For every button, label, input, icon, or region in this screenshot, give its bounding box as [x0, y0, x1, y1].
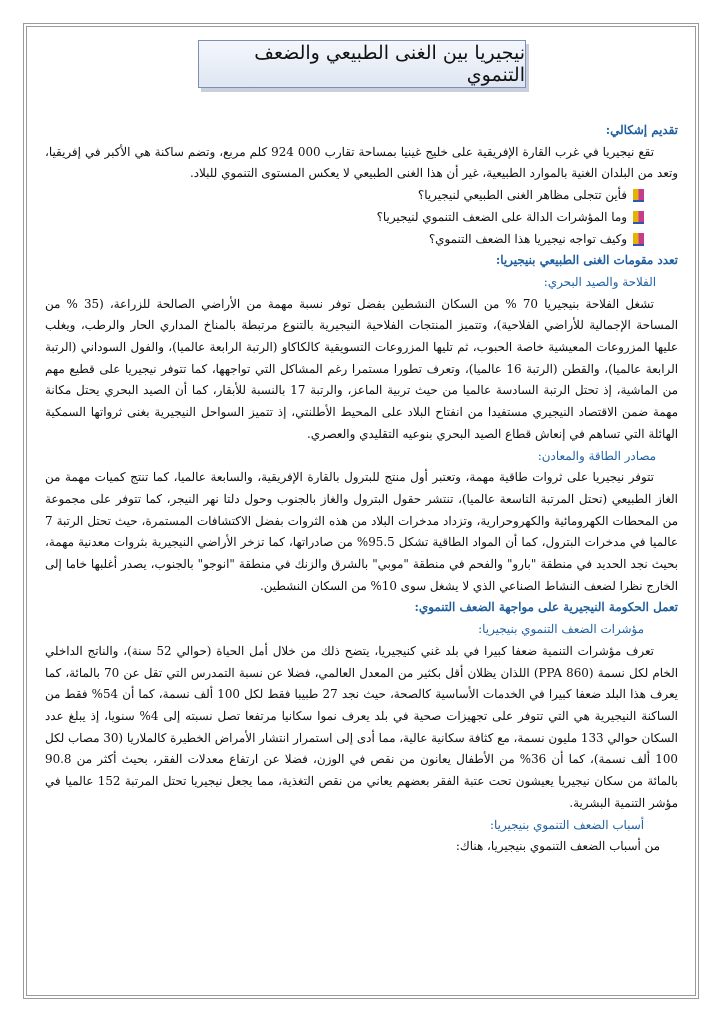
energy-heading: مصادر الطاقة والمعادن: — [537, 448, 656, 463]
causes-paragraph: من أسباب الضعف التنموي بنيجيريا، هناك: — [455, 839, 660, 854]
section1-heading: تعدد مقومات الغنى الطبيعي بنيجيريا: — [495, 253, 678, 268]
question-item — [45, 185, 644, 207]
question-text: وما المؤشرات الدالة على الضعف التنموي لنيجيريا؟ — [376, 209, 627, 224]
question-text: وكيف تواجه نيجيريا هذا الضعف التنموي؟ — [428, 231, 627, 246]
bullet-icon — [633, 211, 644, 224]
energy-paragraph: تتوفر نيجيريا على ثروات طاقية مهمة، وتعتبر أول منتج للبترول بالقارة الإفريقية، والسابعة عالميا، كما تنتج كميات مهمة من الغاز الطبيعي (تحتل المرتبة التاسعة عالميا)، تنتشر حقول البترول والغاز بالجنوب وحول دلتا نهر النيجر، كما تتوفر على مجموعة من المحطات الكهرومائية والكهروحرارية، وتزداد مدخرات البلاد من هذه الثروات بفضل الاكتشافات المستمرة، حيث تحتل الرتبة 7 عالميا في مدخرات البترول، كما أن المواد الطاقية تشكل 95.5% من صادراتها، كما تزخر الأراضي النيجيرية بثروات معدنية مهمة، بحيث نجد الحديد في منطقة "بارو" والفحم في منطقة "موبي" بالشرق والزنك في منطقة "انوجو" بالجنوب، يصدر أغلبها خاما إلى الخارج نظرا لضعف النشاط الصناعي الذي لا يشغل سوى 10% من السكان النشطين. — [45, 470, 678, 593]
agriculture-paragraph: تشغل الفلاحة بنيجيريا 70 % من السكان النشطين بفضل توفر نسبة مهمة من الأراضي الصالحة للزراعة، (35 % من المساحة الإجمالية للأراضي الفلاحية)، وتتميز المنتجات الفلاحية النيجيرية بالتنوع مرتبطة بالمناخ المداري الحار والرطب، ويغلب عليها المزروعات المعيشية خاصة الحبوب، ثم تليها المزروعات التسويقية كالكاكاو (الرتبة الرابعة عالميا)، والفول السوداني (الرتبة الرابعة عالميا)، والقطن (الرتبة 16 عالميا)، وتعرف تطورا مستمرا رغم المشاكل التي تواجهها، كما تتوفر نيجيريا على قطيع مهم من الماشية، إذ تحتل الرتبة السادسة عالميا من حيث تربية الماعز، والرتبة 17 بالنسبة للأبقار، كما أن الصيد البحري يحتل مكانة مهمة ضمن الاقتصاد النيجيري مستفيدا من انفتاح البلاد على المحيط الأطلنتي، إذ تتميز السواحل النيجيرية بغنى ثرواتها السمكية الهائلة التي تساهم في إنعاش قطاع الصيد البحري بنوعيه التقليدي والعصري. — [45, 296, 679, 441]
question-item — [45, 229, 644, 251]
intro-heading: تقديم إشكالي: — [605, 123, 678, 137]
bullet-icon — [633, 233, 644, 246]
indicators-paragraph: تعرف مؤشرات التنمية ضعفا كبيرا في بلد غني كنيجيريا، يتضح ذلك من خلال أمل الحياة (حوالي 52 سنة)، والناتج الداخلي الخام لكل نسمة (860 PPA) اللذان يظلان أقل بكثير من المعدل العالمي، فضلا عن نسبة التمدرس التي تقل عن 70 بالمائة، كما يعرف هذا البلد ضعفا كبيرا في الخدمات الأساسية كالصحة، حيث نجد 27 طبيبا فقط لكل 100 ألف نسمة، كما أن 54% فقط من الساكنة النيجيرية هي التي تتوفر على تجهيزات صحية في بلد يعرف نموا سكانيا مرتفعا تصل نسبته إلى 4% سنويا، إذ يبلغ عدد السكان حوالي 133 مليون نسمة، مع كثافة سكانية عالية، مما أدى إلى استمرار انتشار الأمراض الخطيرة كالملاريا (30 مصاب لكل 100 ألف نسمة)، كما أن 36% من الأطفال يعانون من نقص في الوزن، فضلا عن ارتفاع معدلات الفقر، بحيث أكثر من 90.8 بالمائة من سكان نيجيريا يعيشون تحت عتبة الفقر بعضهم يعاني من نقص التغذية، مما يجعل نيجيريا تحتل المرتبة 152 عالميا في مؤشر التنمية البشرية. — [45, 643, 678, 810]
document-body — [45, 120, 678, 858]
question-item — [45, 207, 644, 229]
intro-paragraph: تقع نيجيريا في غرب القارة الإفريقية على خليج غينيا بمساحة تقارب 000 924 كلم مربع، وتضم ساكنة هي الأكبر في إفريقيا، وتعد من البلدان الغنية بالموارد الطبيعية، غير أن هذا الغنى الطبيعي لا يعكس المستوى التنموي للبلاد. — [45, 144, 678, 181]
section2-heading: تعمل الحكومة النيجيرية على مواجهة الضعف التنموي: — [414, 600, 678, 615]
bullet-icon — [633, 189, 644, 202]
title-box — [198, 40, 526, 88]
question-list — [45, 185, 678, 250]
causes-heading: أسباب الضعف التنموي بنيجيريا: — [490, 817, 644, 832]
indicators-heading: مؤشرات الضعف التنموي بنيجيريا: — [478, 622, 644, 637]
page-title: نيجيريا بين الغنى الطبيعي والضعف التنموي — [254, 42, 525, 86]
agriculture-heading: الفلاحة والصيد البحري: — [543, 274, 656, 289]
question-text: فأين تتجلى مظاهر الغنى الطبيعي لنيجيريا؟ — [417, 188, 627, 203]
